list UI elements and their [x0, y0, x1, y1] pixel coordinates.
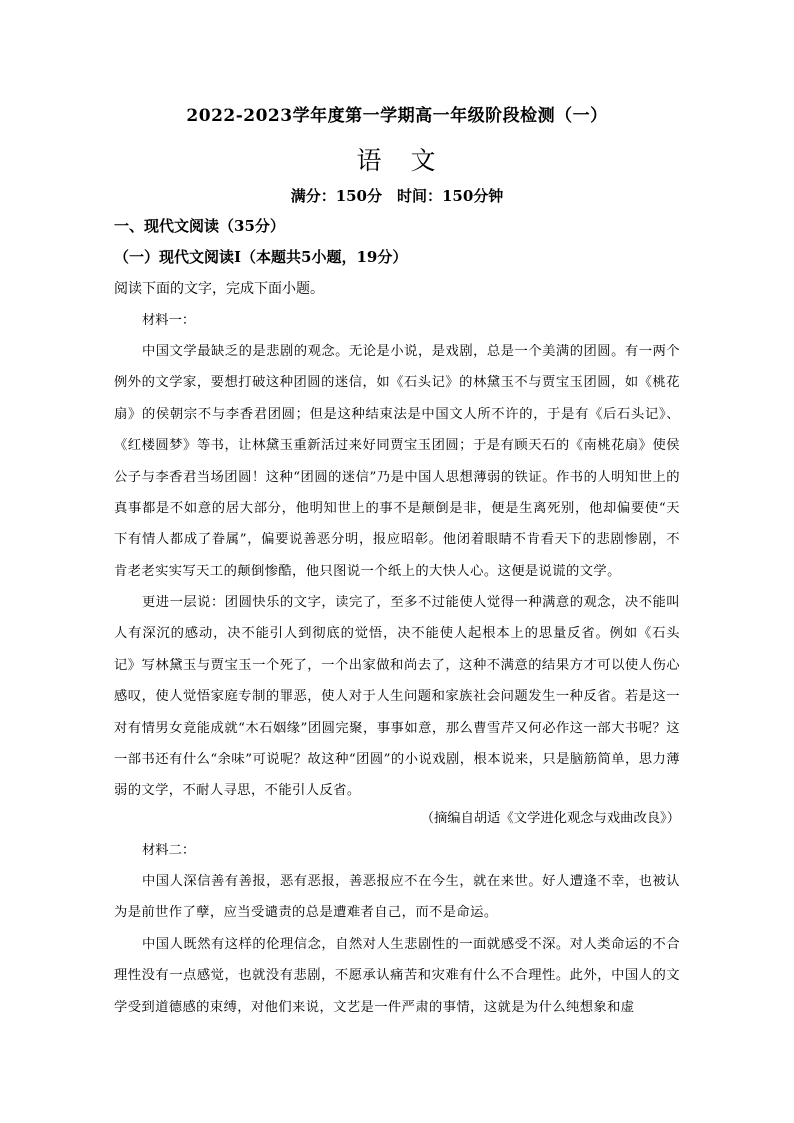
- exam-title: 2022-2023学年度第一学期高一年级阶段检测（一）: [186, 106, 608, 126]
- material2-body: [114, 866, 680, 1023]
- material1-paragraph-1: 中国文学最缺乏的是悲剧的观念。无论是小说，是戏剧，总是一个美满的团圆。有一两个例外的文学家，要想打破这种团圆的迷信，如《石头记》的林黛玉不与贾宝玉团圆，如《桃花扇》的侯朝宗不与李香君团圆；但是这种结束法是中国文人所不许的，于是有《后石头记》、《红楼圆梦》等书，让林黛玉重新活过来好同贾宝玉团圆；于是有顾天石的《南桃花扇》使侯公子与李香君当场团圆！这种“团圆的迷信”乃是中国人思想薄弱的铁证。作书的人明知世上的真事都是不如意的居大部分，他明知世上的事不是颠倒是非，便是生离死别，他却偏要使“天下有情人都成了眷属”，偏要说善恶分明，报应昭彰。他闭着眼睛不肯看天下的悲剧惨剧，不肯老老实实写天工的颠倒惨酷，他只图说一个纸上的大快人心。这便是说谎的文学。: [114, 344, 680, 579]
- material1-source: （摘编自胡适《文学进化观念与戏曲改良》）: [420, 811, 680, 826]
- material2-paragraph-2: 中国人既然有这样的伦理信念，自然对人生悲剧性的一面就感受不深。对人类命运的不合理性没有一点感觉，也就没有悲剧，不愿承认痛苦和灾难有什么不合理性。此外，中国人的文学受到道德感的束缚，对他们来说，文艺是一件严肃的事情，这就是为什么纯想象和虚: [114, 936, 680, 1015]
- material1-paragraph-2: 更进一层说：团圆快乐的文字，读完了，至多不过能使人觉得一种满意的观念，决不能叫人有深沉的感动，决不能引人到彻底的觉悟，决不能使人起根本上的思量反省。例如《石头记》写林黛玉与贾宝玉一个死了，一个出家做和尚去了，这种不满意的结果方才可以使人伤心感叹，使人觉悟家庭专制的罪恶，使人对于人生问题和家族社会问题发生一种反省。若是这一对有情男女竟能成就“木石姻缘”团圆完聚，事事如意，那么曹雪芹又何必作这一部大书呢？这一部书还有什么“余味”可说呢？故这种“团圆”的小说戏剧，根本说来，只是脑筋简单，思力薄弱的文学，不耐人寻思，不能引人反省。: [114, 595, 680, 799]
- exam-info: 满分：150分 时间：150分钟: [290, 187, 504, 205]
- material1-label: 材料一：: [142, 313, 196, 328]
- reading-instruction: 阅读下面的文字，完成下面小题。: [114, 281, 324, 297]
- material1-body-2: [114, 587, 680, 807]
- material2-paragraph-1: 中国人深信善有善报，恶有恶报，善恶报应不在今生，就在来世。好人遭逢不幸，也被认为是前世作了孽，应当受谴责的总是遭难者自己，而不是命运。: [114, 874, 680, 921]
- section-heading: 一、现代文阅读（35分）: [114, 217, 285, 235]
- subject-title: 语 文: [356, 146, 438, 175]
- material1-body: [114, 336, 680, 587]
- subsection-heading: （一）现代文阅读Ⅰ（本题共5小题，19分）: [114, 248, 408, 266]
- material2-label: 材料二：: [142, 843, 196, 858]
